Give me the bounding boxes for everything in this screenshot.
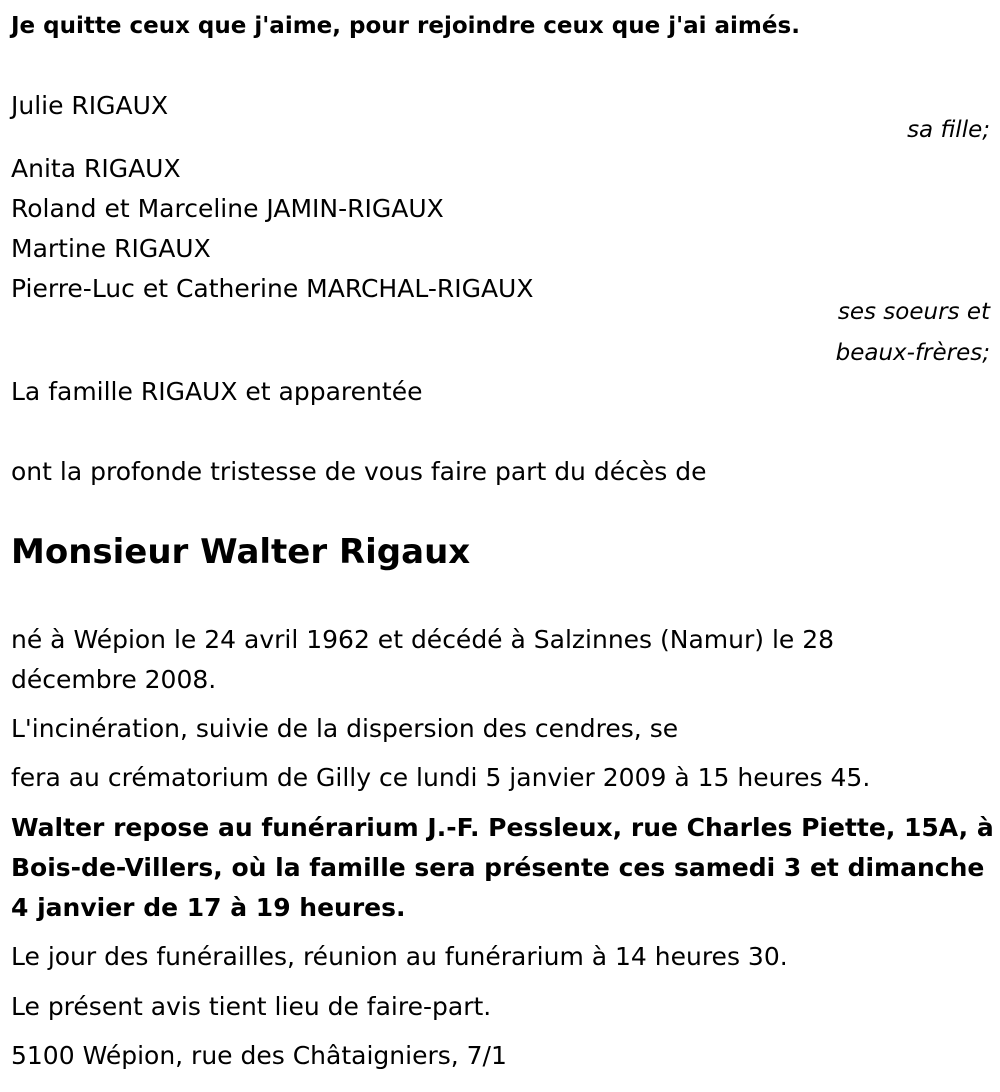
meeting-info: Le jour des funérailles, réunion au funérarium à 14 heures 30. bbox=[11, 942, 788, 971]
birth-death-line2: décembre 2008. bbox=[11, 665, 217, 694]
daughter-relation: sa fille; bbox=[907, 117, 990, 143]
announcement: ont la profonde tristesse de vous faire part du décès de bbox=[11, 457, 707, 486]
funerarium-line2: Bois-de-Villers, où la famille sera présente ces samedi 3 et dimanche bbox=[11, 853, 985, 882]
address: 5100 Wépion, rue des Châtaigniers, 7/1 bbox=[11, 1041, 507, 1070]
birth-death-line1: né à Wépion le 24 avril 1962 et décédé à Salzinnes (Namur) le 28 bbox=[11, 625, 835, 654]
daughter-name: Julie RIGAUX bbox=[11, 91, 169, 120]
sibling-name: Martine RIGAUX bbox=[11, 234, 211, 263]
notice-info: Le présent avis tient lieu de faire-part. bbox=[11, 992, 492, 1021]
sibling-name: Pierre-Luc et Catherine MARCHAL-RIGAUX bbox=[11, 274, 534, 303]
funerarium-line1: Walter repose au funérarium J.-F. Pessleux, rue Charles Piette, 15A, à bbox=[11, 813, 994, 842]
extended-family: La famille RIGAUX et apparentée bbox=[11, 377, 423, 406]
incineration-line2: fera au crématorium de Gilly ce lundi 5 janvier 2009 à 15 heures 45. bbox=[11, 763, 871, 792]
deceased-name: Monsieur Walter Rigaux bbox=[11, 532, 471, 572]
siblings-relation-line2: beaux-frères; bbox=[835, 340, 990, 366]
siblings-relation-line1: ses soeurs et bbox=[837, 299, 990, 325]
funerarium-line3: 4 janvier de 17 à 19 heures. bbox=[11, 893, 406, 922]
incineration-line1: L'incinération, suivie de la dispersion des cendres, se bbox=[11, 714, 679, 743]
sibling-name: Anita RIGAUX bbox=[11, 154, 181, 183]
sibling-name: Roland et Marceline JAMIN-RIGAUX bbox=[11, 194, 444, 223]
epigraph: Je quitte ceux que j'aime, pour rejoindre ceux que j'ai aimés. bbox=[11, 13, 800, 39]
